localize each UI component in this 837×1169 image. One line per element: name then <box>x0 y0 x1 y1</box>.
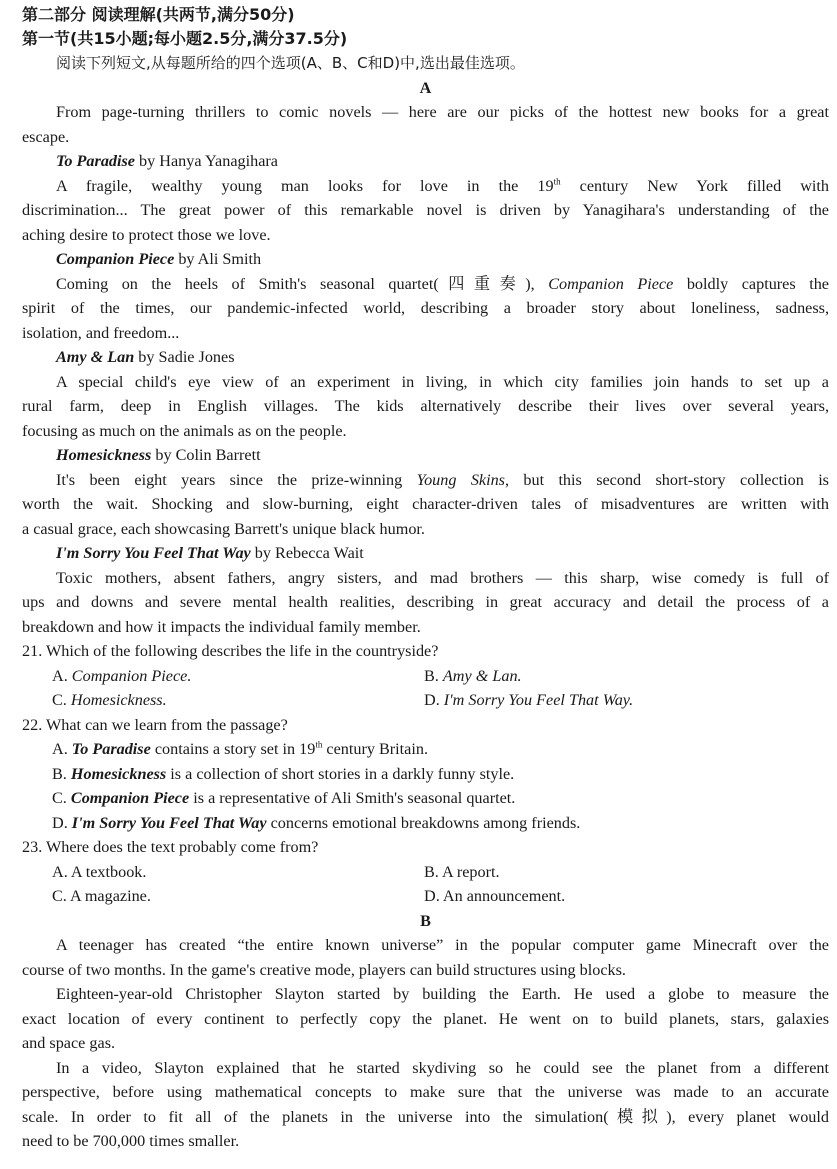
option-text: Homesickness. <box>70 691 167 709</box>
option-book-title: Companion Piece <box>70 789 190 807</box>
option-text: concerns emotional breakdowns among friends. <box>266 813 581 832</box>
book-blurb-line <box>22 296 829 321</box>
option-text: A magazine. <box>70 887 151 905</box>
answer-option[interactable] <box>22 737 829 762</box>
blurb-text: aching desire to protect those we love. <box>22 225 271 244</box>
blurb-text: boldly captures the <box>673 274 829 293</box>
option-book-title: Homesickness <box>70 764 167 783</box>
option-text: Companion Piece. <box>71 666 192 685</box>
book-list <box>22 149 829 639</box>
blurb-text: A special child's eye view of an experiment in living, in which city families join hands to set up a <box>56 372 829 391</box>
answer-option[interactable] <box>22 811 829 836</box>
option-letter: B. <box>52 764 71 783</box>
part-title: 第二部分 阅读理解(共两节,满分50分) <box>22 5 295 24</box>
option-text: An announcement. <box>442 887 566 905</box>
book-heading <box>22 149 829 174</box>
option-book-title: To Paradise <box>71 740 151 758</box>
option-letter: A. <box>52 740 72 758</box>
option-row <box>22 688 829 713</box>
blurb-text: breakdown and how it impacts the individual family member. <box>22 617 421 636</box>
book-blurb-line <box>22 394 829 419</box>
book-blurb-line <box>22 370 829 395</box>
book-blurb-line <box>22 492 829 517</box>
book-title: Homesickness <box>56 446 152 464</box>
question-stem: 21. Which of the following describes the life in the countryside? <box>22 642 439 660</box>
book-blurb-line <box>22 272 829 297</box>
passage-b-line: exact location of every continent to perfectly copy the planet. He went on to build planets, stars, galaxies <box>22 1009 829 1028</box>
book-heading <box>22 247 829 272</box>
answer-option[interactable] <box>22 786 829 811</box>
blurb-text: discrimination... The great power of this remarkable novel is driven by Yanagihara's understanding of the <box>22 201 829 219</box>
passage-a-intro-line-1: From page-turning thrillers to comic novels — here are our picks of the hottest new books for a great <box>56 103 829 121</box>
option-book-title: I'm Sorry You Feel That Way <box>71 813 267 832</box>
option-text: contains a story set in 19 <box>150 740 316 758</box>
questions-section-a <box>22 639 829 909</box>
book-byline: by Sadie Jones <box>134 348 235 366</box>
passage-b-line: course of two months. In the game's creative mode, players can build structures using blocks. <box>22 960 626 979</box>
book-byline: by Ali Smith <box>174 250 262 268</box>
option-text: Amy & Lan. <box>442 666 522 685</box>
passage-b-line: In a video, Slayton explained that he started skydiving so he could see the planet from a different <box>56 1058 829 1077</box>
passage-a-intro-line-2: escape. <box>22 127 70 146</box>
option-text: is a collection of short stories in a darkly funny style. <box>166 764 515 783</box>
option-row <box>22 860 829 885</box>
blurb-text: a casual grace, each showcasing Barrett's unique black humor. <box>22 519 425 538</box>
book-heading <box>22 443 829 468</box>
option-letter: A. <box>52 862 71 881</box>
book-blurb-line <box>22 517 829 542</box>
blurb-text: spirit of the times, our pandemic-infected world, describing a broader story about loneliness, sadness, <box>22 299 829 317</box>
option-letter: D. <box>424 887 443 905</box>
option-letter: D. <box>52 813 72 832</box>
option-letter: C. <box>52 887 70 905</box>
blurb-text: ups and downs and severe mental health realities, describing in great accuracy and detail the process of a <box>22 593 829 611</box>
blurb-text: isolation, and freedom... <box>22 323 180 342</box>
option-text: is a representative of Ali Smith's seasonal quartet. <box>189 789 516 807</box>
book-heading <box>22 541 829 566</box>
option-letter: C. <box>52 691 71 709</box>
passage-b-line: perspective, before using mathematical concepts to make sure that the universe was made to an accurate <box>22 1083 829 1101</box>
book-blurb-line <box>22 615 829 640</box>
option-letter: A. <box>52 666 72 685</box>
answer-option[interactable] <box>22 762 829 787</box>
blurb-superscript: th <box>553 176 561 187</box>
blurb-text: century New York filled with <box>560 176 829 195</box>
answer-option[interactable] <box>52 688 424 713</box>
book-blurb-line <box>22 566 829 591</box>
option-text: I'm Sorry You Feel That Way. <box>443 691 634 709</box>
answer-option[interactable] <box>424 664 522 689</box>
passage-b-line: need to be 700,000 times smaller. <box>22 1132 240 1150</box>
book-blurb-line <box>22 174 829 199</box>
blurb-text: It's been eight years since the prize-winning <box>56 470 417 489</box>
passage-b-line: Eighteen-year-old Christopher Slayton started by building the Earth. He used a globe to measure the <box>56 985 829 1003</box>
blurb-text: focusing as much on the animals as on the people. <box>22 421 347 440</box>
option-row <box>22 884 829 909</box>
blurb-text: Coming on the heels of Smith's seasonal quartet(四重奏), <box>56 274 549 293</box>
book-heading <box>22 345 829 370</box>
passage-b-line: scale. In order to fit all of the planets in the universe into the simulation(模拟), every planet would <box>22 1107 829 1126</box>
question-stem: 23. Where does the text probably come from? <box>22 838 319 856</box>
book-blurb-line <box>22 321 829 346</box>
blurb-text: , but this second short-story collection is <box>504 470 829 489</box>
answer-option[interactable] <box>424 884 565 909</box>
blurb-text: Toxic mothers, absent fathers, angry sisters, and mad brothers — this sharp, wise comedy is full of <box>56 568 829 587</box>
blurb-text: rural farm, deep in English villages. The kids alternatively describe their lives over several years, <box>22 397 829 415</box>
book-title: To Paradise <box>56 152 135 170</box>
blurb-text: worth the wait. Shocking and slow-burning, eight character-driven tales of misadventures are written with <box>22 495 829 513</box>
passage-b-line: and space gas. <box>22 1034 116 1052</box>
option-letter: B. <box>424 666 443 685</box>
book-blurb-line <box>22 419 829 444</box>
answer-option[interactable] <box>52 860 424 885</box>
option-text: A report. <box>442 862 500 881</box>
option-letter: D. <box>424 691 444 709</box>
blurb-text: A fragile, wealthy young man looks for love in the 19 <box>56 176 554 195</box>
book-title: I'm Sorry You Feel That Way <box>56 544 251 562</box>
passage-b-line: A teenager has created “the entire known universe” in the popular computer game Minecraft over the <box>56 936 829 954</box>
blurb-italic-title: Companion Piece <box>548 274 674 293</box>
answer-option[interactable] <box>52 884 424 909</box>
passage-b-body <box>22 933 829 1154</box>
book-blurb-line <box>22 198 829 223</box>
book-byline: by Rebecca Wait <box>250 544 364 562</box>
option-text: A textbook. <box>70 862 147 881</box>
question-stem: 22. What can we learn from the passage? <box>22 715 288 734</box>
answer-option[interactable] <box>52 664 424 689</box>
passage-a-label: A <box>419 78 432 97</box>
answer-option[interactable] <box>424 688 633 713</box>
book-blurb-line <box>22 223 829 248</box>
book-title: Amy & Lan <box>56 348 135 366</box>
section-title: 第一节(共15小题;每小题2.5分,满分37.5分) <box>22 29 348 48</box>
instruction: 阅读下列短文,从每题所给的四个选项(A、B、C和D)中,选出最佳选项。 <box>56 54 525 72</box>
book-blurb-line <box>22 468 829 493</box>
book-blurb-line <box>22 590 829 615</box>
book-byline: by Hanya Yanagihara <box>135 152 278 170</box>
option-superscript: th <box>315 739 323 750</box>
answer-option[interactable] <box>424 860 500 885</box>
book-title: Companion Piece <box>56 250 175 268</box>
book-byline: by Colin Barrett <box>151 446 261 464</box>
passage-b-label: B <box>420 911 431 930</box>
blurb-italic-title: Young Skins <box>416 470 505 489</box>
option-letter: C. <box>52 789 71 807</box>
option-letter: B. <box>424 862 442 881</box>
option-text-tail: century Britain. <box>322 740 428 758</box>
option-row <box>22 664 829 689</box>
